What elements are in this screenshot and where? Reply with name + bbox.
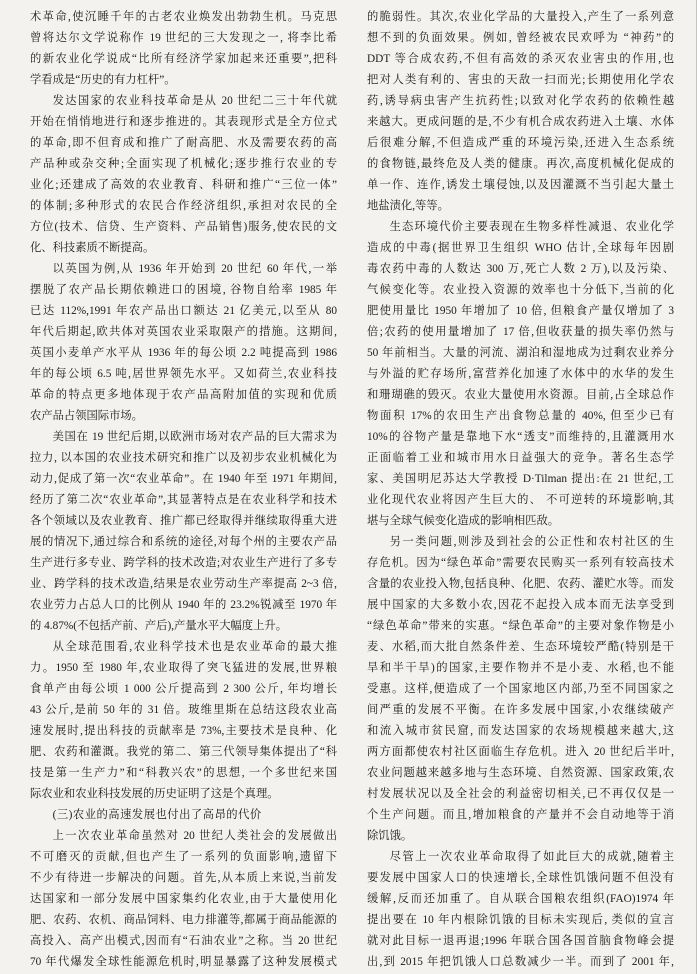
text-line: 和珊瑚礁的毁灭。农业大量使用水资源。目前,占全球总作 — [367, 389, 674, 401]
text-line: 把对人类有利的、害虫的天敌一扫而光;长期使用化学农 — [367, 74, 674, 86]
text-line: 动力,促成了第一次“农业革命”。在 1940 年至 1971 年期间, — [30, 473, 337, 485]
text-line: 达国家和一部分发展中国家集约化农业,由于大量使用化 — [30, 893, 337, 905]
text-line: 上一次农业革命虽然对 20 世纪人类社会的发展做出 — [52, 830, 337, 842]
text-line: 的脆弱性。其次,农业化学品的大量投入,产生了一系列意 — [367, 11, 674, 23]
text-line: 业化现代农业将因产生巨大的、 不可逆转的环境影响,其 — [367, 494, 674, 506]
text-line: 开始在悄悄地进行和逐步推进的。其表现形式是全方位式 — [30, 116, 337, 128]
text-line: 食单产由每公顷 1 000 公斤提高到 2 300 公斤, 年均增长 — [30, 683, 337, 695]
text-line: 术革命,使沉睡千年的古老农业焕发出勃勃生机。马克思 — [30, 11, 337, 23]
text-line: 速发展时,提出科技的贡献率是 73%,主要技术是良种、化 — [30, 725, 337, 737]
text-line: 年代后期起,欧共体对英国农业采取限产的措施。这期间, — [30, 326, 337, 338]
text-line: 业、跨学科的技术改造,结果是农业劳动生产率提高 2~3 倍, — [30, 578, 337, 590]
text-line: 后很难分解,不但造成严重的环境污染,还进入生态系统 — [367, 137, 674, 149]
text-column-left — [30, 7, 337, 974]
text-line: 出,到 2015 年把饥饿人口总数减少一半。而到了 2001 年, — [367, 956, 674, 968]
text-line: 43 公斤,是前 50 年的 31 倍。玻维里斯在总结这段农业高 — [30, 704, 337, 716]
text-line: 已达 112%,1991 年农产品出口额达 21 亿美元,以至从 80 — [30, 305, 337, 317]
text-line: 年的每公顷 6.5 吨,居世界领先水平。又如荷兰,农业科技 — [30, 368, 337, 380]
text-line: 旱和半干旱)的国家,主要作物并不是小麦、水稻,也不能 — [367, 662, 674, 674]
text-line: 不可磨灭的贡献,但也产生了一系列的负面影响,遗留下 — [30, 851, 337, 863]
text-line: 英国小麦单产水平从 1936 年的每公顷 2.2 吨提高到 1986 — [30, 347, 337, 359]
text-line: 50 年前相当。大量的河流、湖泊和湿地成为过剩农业养分 — [367, 347, 674, 359]
text-line: 来越大。更成问题的是,不少有机合成农药进入土壤、水体 — [367, 116, 674, 128]
text-line: 不少有待进一步解决的问题。首先,从本质上来说,当前发 — [30, 872, 337, 884]
text-line: 造成的中毒(据世界卫生组织 WHO 估计,全球每年因剧 — [367, 242, 674, 254]
text-line: 高投入、高产出模式,因而有“石油农业”之称。当 20 世纪 — [30, 935, 337, 947]
text-line: 学看成是“历史的有力杠杆”。 — [30, 74, 176, 86]
text-line: 除饥饿。 — [367, 830, 413, 842]
text-line: 气候变化等。农业投入资源的效率也十分低下,当前的化 — [367, 284, 674, 296]
text-line: 缓解,反而还加重了。自从联合国粮农组织(FAO)1974 年 — [367, 893, 674, 905]
text-line: 正面临着工业和城市用水日益强大的竞争。著名生态学 — [367, 452, 674, 464]
text-line: “绿色革命”带来的实惠。“绿色革命”的主要对象作物是小 — [367, 620, 674, 632]
text-line: 与外溢的贮存场所,富营养化加速了水体中的水华的发生 — [367, 368, 674, 380]
text-line: 麦、水稻,而大批自然条件差、生态环境较严酷(特别是干 — [367, 641, 674, 653]
text-line: 农产品占领国际市场。 — [30, 410, 143, 422]
text-line: 要发展中国家人口的快速增长,全球性饥饿问题不但没有 — [367, 872, 674, 884]
text-line: 和流入城市贫民窟, 而发达国家的农场规模越来越大,这 — [367, 725, 674, 737]
text-line: 展的情况下,通过综合和系统的途径,对每个州的主要农产品 — [30, 536, 337, 548]
text-line: 毒农药中毒的人数达 300 万,死亡人数 2 万),以及污染、 — [367, 263, 674, 275]
text-line: 革命的特点更多地体现于农产品高附加值的实现和优质 — [30, 389, 337, 401]
text-line: 就对此目标一退再退;1996 年联合国各国首脑食物峰会提 — [367, 935, 674, 947]
text-line: 农业劳力占总人口的比例从 1940 年的 23.2%锐减至 1970 年 — [30, 599, 337, 611]
text-line: 70 年代爆发全球性能源危机时,明显暴露了这种发展模式 — [30, 956, 337, 968]
text-line: 家、美国明尼苏达大学教授 D·Tilman 提出:在 21 世纪,工 — [367, 473, 674, 485]
text-line: 的食物链,最终危及人类的健康。再次,高度机械化促成的 — [367, 158, 674, 170]
text-line: 方位(技术、信贷、生产资料、产品销售)服务,使农民的文 — [30, 221, 337, 233]
text-line: 美国在 19 世纪后期,以欧洲市场对农产品的巨大需求为 — [52, 431, 337, 443]
text-line: 想不到的负面效果。例如, 曾经被农民欢呼为 “神药”的 — [367, 32, 674, 44]
text-line: 村发展状况以及全社会的利益密切相关,已不再仅仅是一 — [367, 788, 674, 800]
text-line: 个生产问题。而且,增加粮食的产量并不会自动地等于消 — [367, 809, 674, 821]
text-line: 堪与全球气候变化造成的影响相匹敌。 — [367, 515, 560, 527]
text-line: 生产进行多专业、跨学科的技术改造;对农业生产进行了多专 — [30, 557, 337, 569]
text-line: 展中国家的大多数小农,因花不起投入成本而无法享受到 — [367, 599, 674, 611]
text-line: 产品种或杂交种;全面实现了机械化;逐步推行农业的专 — [30, 158, 337, 170]
text-line: 物面积 17%的农田生产出食物总量的 40%, 但至少已有 — [367, 410, 674, 422]
text-line: 受惠。这样,便造成了一个国家地区内部,乃至不同国家之 — [367, 683, 674, 695]
text-line: 含量的农业投入物,包括良种、化肥、农药、灌贮水等。而发 — [367, 578, 674, 590]
text-line: 曾将达尔文学说称作 19 世纪的三大发现之一, 将李比希 — [30, 32, 337, 44]
text-line: 生态环境代价主要表现在生物多样性减退、农业化学 — [389, 221, 674, 233]
text-line: 经历了第二次“农业革命”,其显著特点是在农业科学和技术 — [30, 494, 337, 506]
text-line: 地盐渍化,等等。 — [367, 200, 449, 212]
text-line: 肥、农药和灌溉。我党的第二、第三代领导集体提出了“科 — [30, 746, 337, 758]
text-line: 单一作、连作,诱发土壤侵蚀,以及因灌溉不当引起大量土 — [367, 179, 674, 191]
text-line: 化、科技素质不断提高。 — [30, 242, 155, 254]
text-line: 以英国为例,从 1936 年开始到 20 世纪 60 年代,一举 — [52, 263, 337, 275]
text-line: 的新农业化学说成“比所有经济学家加起来还重要”,把科 — [30, 53, 337, 65]
text-line: 肥使用量比 1950 年增加了 10 倍, 但粮食产量仅增加了 3 — [367, 305, 674, 317]
text-line: 各个领域以及农业教育、推广都已经取得并继续取得重大进 — [30, 515, 337, 527]
text-line: 农业问题越来越多地与生态环境、自然资源、国家政策,农 — [367, 767, 674, 779]
text-line: 肥、农药、农机、商品饲料、电力排灌等,都属于商品能源的 — [30, 914, 337, 926]
text-line: 存危机。因为“绿色革命”需要农民购买一系列有较高技术 — [367, 557, 674, 569]
text-line: 提出要在 10 年内根除饥饿的目标未实现后, 类似的宣言 — [367, 914, 674, 926]
text-line: 药,诱导病虫害产生抗药性;以致对化学农药的依赖性越 — [367, 95, 674, 107]
text-line: 尽管上一次农业革命取得了如此巨大的成就,随着主 — [389, 851, 674, 863]
text-line: 从全球范围看,农业科学技术也是农业革命的最大推 — [52, 641, 337, 653]
text-line: 际农业和农业科技发展的历史证明了这是个真理。 — [30, 788, 279, 800]
text-line: 拉力, 以本国的农业技术研究和推广以及初步农业机械化为 — [30, 452, 337, 464]
text-line: 发达国家的农业科技革命是从 20 世纪二三十年代就 — [52, 95, 337, 107]
text-line: 的体制;多种形式的农民合作经济组织,承担对农民的全 — [30, 200, 337, 212]
text-line: 的革命,即不但育成和推广了耐高肥、水及需要农药的高 — [30, 137, 337, 149]
text-column-right — [367, 7, 674, 974]
section-heading: (三)农业的高速发展也付出了高昂的代价 — [52, 809, 262, 821]
text-line: DDT 等合成农药,不但有高效的杀灭农业害虫的作用,也 — [367, 53, 674, 65]
text-line: 两方面都使农村社区面临生存危机。进入 20 世纪后半叶, — [367, 746, 674, 758]
text-line: 技是第一生产力”和“科教兴农”的思想, 一个多世纪来国 — [30, 767, 337, 779]
text-line: 的 4.87%(不包括产前、产后),产量水平大幅度上升。 — [30, 620, 287, 632]
text-line: 摆脱了农产品长期依赖进口的困境, 谷物自给率 1985 年 — [30, 284, 337, 296]
text-line: 10%的谷物产量是靠地下水“透支”而维持的,且灌溉用水 — [367, 431, 674, 443]
text-line: 间严重的发展不平衡。在许多发展中国家,小农继续破产 — [367, 704, 674, 716]
text-line: 业化;还建成了高效的农业教育、科研和推广“三位一体” — [30, 179, 337, 191]
text-line: 另一类问题,则涉及到社会的公正性和农村社区的生 — [389, 536, 674, 548]
text-line: 力。1950 至 1980 年,农业取得了突飞猛进的发展,世界粮 — [30, 662, 337, 674]
text-line: 倍;农药的使用量增加了 17 倍,但收获量的损失率仍然与 — [367, 326, 674, 338]
